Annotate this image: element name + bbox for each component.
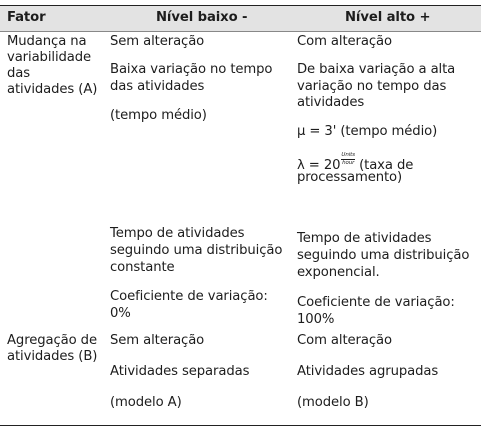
high-a-variation-line3: atividades	[297, 95, 365, 110]
high-a-distribution-line1: Tempo de atividades	[297, 231, 432, 246]
low-a-distribution-line2: seguindo uma distribuição	[110, 243, 283, 258]
factor-b-label-line2: atividades (B)	[7, 349, 98, 364]
low-a-distribution-line3: constante	[110, 260, 175, 275]
units-per-hour-fraction	[341, 153, 355, 166]
low-b-description: Atividades separadas	[110, 364, 250, 379]
lambda-suffix: (taxa de	[354, 158, 414, 173]
high-a-variation-line1: De baixa variação a alta	[297, 62, 456, 77]
low-a-cv-line2: 0%	[110, 306, 131, 321]
factor-a-label-line4: atividades (A)	[7, 82, 98, 97]
header-factor: Fator	[7, 10, 46, 25]
high-b-model: (modelo B)	[297, 395, 369, 410]
high-a-variation-line2: variação no tempo das	[297, 79, 447, 94]
high-a-cv-line2: 100%	[297, 312, 335, 327]
high-b-description: Atividades agrupadas	[297, 364, 439, 379]
low-a-status: Sem alteração	[110, 34, 205, 49]
low-b-model: (modelo A)	[110, 395, 182, 410]
low-a-variation-line1: Baixa variação no tempo	[110, 62, 273, 77]
high-a-status: Com alteração	[297, 34, 392, 49]
high-a-cv-line1: Coeficiente de variação:	[297, 295, 455, 310]
header-high-level: Nível alto +	[345, 10, 431, 25]
header-low-level: Nível baixo -	[156, 10, 248, 25]
fraction-denominator: hour	[342, 160, 355, 166]
low-a-cv-line1: Coeficiente de variação:	[110, 289, 268, 304]
low-a-average: (tempo médio)	[110, 108, 207, 123]
high-a-distribution-line3: exponencial.	[297, 265, 380, 280]
lambda-prefix: λ = 20	[297, 158, 341, 173]
high-b-status: Com alteração	[297, 333, 392, 348]
fraction-numerator: Units	[341, 152, 355, 158]
high-a-mu: μ = 3' (tempo médio)	[297, 124, 438, 139]
factor-a-label-line2: variabilidade	[7, 50, 92, 65]
low-a-distribution-line1: Tempo de atividades	[110, 226, 245, 241]
factor-b-label-line1: Agregação de	[7, 333, 97, 348]
high-a-lambda-line2: processamento)	[297, 170, 403, 185]
low-b-status: Sem alteração	[110, 333, 205, 348]
factor-a-label-line3: das	[7, 66, 31, 81]
table-header	[0, 6, 481, 32]
high-a-distribution-line2: seguindo uma distribuição	[297, 248, 470, 263]
low-a-variation-line2: das atividades	[110, 79, 205, 94]
factor-table	[0, 5, 481, 426]
factor-a-label-line1: Mudança na	[7, 34, 87, 49]
